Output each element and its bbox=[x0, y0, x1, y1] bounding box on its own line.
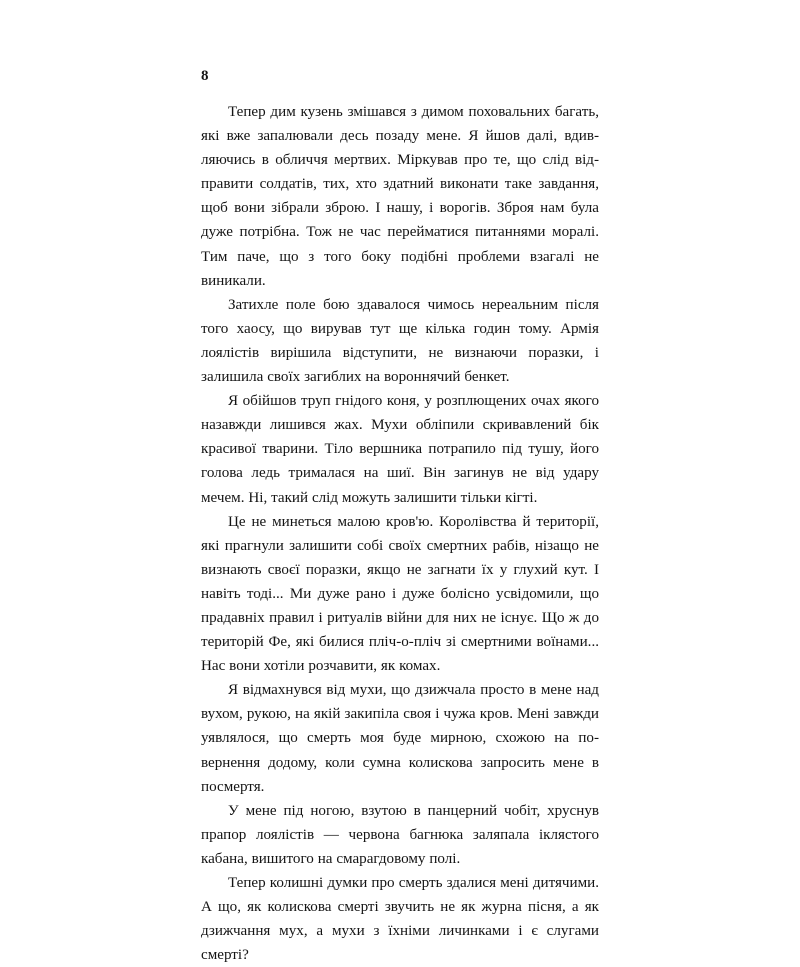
paragraph: Я відмахнувся від мухи, що дзижчала просто в мене над вухом, рукою, на якій закипіла своя і чужа кров. Мені завжди уявлялося, що смерть моя буде мирною, схожою на повернення додому, коли сумна колискова запросить мене в посмертя. bbox=[201, 682, 599, 795]
paragraph: Тепер дим кузень змішався з димом поховальних багать, які вже запалювали десь позаду мене. Я йшов далі, вдивляючись в обличчя мертвих. Міркував про те, що слід відправити солдатів, тих, хто здатний виконати таке завдання, щоб вони зібрали зброю. І нашу, і ворогів. Зброя нам була дуже потрібна. Тож не час перейматися питаннями моралі. Тим паче, що з того боку подібні проблеми взагалі не виникали. bbox=[201, 104, 599, 289]
page-number: 8 bbox=[201, 68, 209, 84]
body-text bbox=[201, 100, 599, 967]
paragraph: У мене під ногою, взутою в панцерний чобіт, хруснув прапор лоялістів — червона багнюка заляпала іклястого кабана, вишитого на смарагдовому полі. bbox=[201, 802, 599, 867]
paragraph: Тепер колишні думки про смерть здалися мені дитячими. А що, як колискова смерті звучить не як журна пісня, а як дзижчання мух, а мухи з їхніми личинками і є слугами смерті? bbox=[201, 875, 599, 964]
paragraph: Це не минеться малою кров'ю. Королівства й території, які прагнули залишити собі своїх смертних рабів, нізащо не визнають своєї поразки, якщо не загнати їх у глухий кут. І навіть тоді... Ми дуже рано і дуже болісно усвідомили, що прадавніх правил і ритуалів війни для них не існує. Що ж до територій Фе, які билися пліч-о-пліч зі смертними воїнами... Нас вони хотіли розчавити, як комах. bbox=[201, 513, 599, 675]
paragraph: Я обійшов труп гнідого коня, у розплющених очах якого назавжди лишився жах. Мухи обліпили скривавлений бік красивої тварини. Тіло вершника потрапило під тушу, його голова ледь трималася на шиї. Він загинув не від удару мечем. Ні, такий слід можуть залишити тільки кігті. bbox=[201, 393, 599, 506]
paragraph: Затихле поле бою здавалося чимось нереальним після того хаосу, що вирував тут ще кілька годин тому. Армія лоялістів вирішила відступити, не визнаючи поразки, і залишила своїх загиблих на вороннячий бенкет. bbox=[201, 296, 599, 386]
